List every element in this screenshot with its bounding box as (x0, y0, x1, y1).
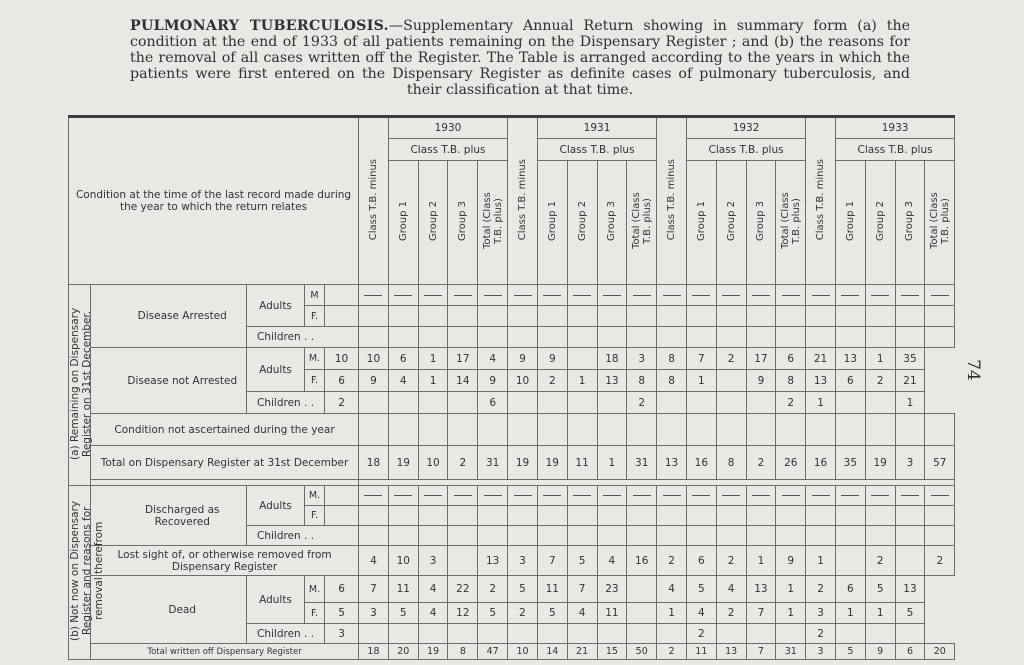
g1-1930: Group 1 (388, 161, 418, 285)
plus-1931: Class T.B. plus (537, 139, 656, 161)
col-1933-minus: Class T.B. minus (806, 117, 836, 285)
not-ascertained-label: Condition not ascertained during the year (91, 414, 359, 446)
tot-1930: Total (Class T.B. plus) (478, 161, 508, 285)
g1-1933: Group 1 (835, 161, 865, 285)
g3-1930: Group 3 (448, 161, 478, 285)
g1-1931: Group 1 (537, 161, 567, 285)
row-lost-sight: Lost sight of, or otherwise removed from Dispensary Register 4 10 3 13 3 7 5 4 16 2 6 2 1 9 1 2 2 (69, 546, 955, 576)
g3-1931: Group 3 (597, 161, 627, 285)
section-a-label: (a) Remaining on Dispensary Register on 31st December. (69, 285, 91, 486)
tot-1931: Total (Class T.B. plus) (627, 161, 657, 285)
row-dead-children: Children . . 3 2 2 (69, 624, 955, 644)
g2-1932: Group 2 (716, 161, 746, 285)
total-written-off-label: Total written off Dispensary Register (91, 644, 359, 660)
year-1930: 1930 (388, 117, 507, 139)
total-register-label: Total on Dispensary Register at 31st December (91, 446, 359, 480)
arrested-children-label: Children . . (247, 327, 359, 348)
col-1932-minus: Class T.B. minus (657, 117, 687, 285)
row-dna-children: Children . . 2 6 2 2 1 1 (69, 392, 955, 414)
col-1930-minus: Class T.B. minus (359, 117, 389, 285)
page-number: 74 (962, 359, 983, 381)
tot-1933: Total (Class T.B. plus) (925, 161, 955, 285)
section-b-label: (b) Not now on Dispensary Register and reasons for removal therefrom (69, 486, 91, 660)
g3-1932: Group 3 (746, 161, 776, 285)
row-total-written-off: Total written off Dispensary Register 18 20 19 8 47 10 14 21 15 50 2 11 13 7 31 3 5 9 6 20 (69, 644, 955, 660)
tuberculosis-table: Condition at the time of the last record made during the year to which the return relates Class T.B. minus 1930 Class T.B. minus 1931 Class T.B. minus 1932 Class T.B. minus 1933 Class T.B. plus Class T.B. plus Class T.B. plus Class T.B. plus Group 1 Group 2 Group 3 Total (Class T.B. plus) Group 1 Group 2 Group 3 Total (Class T.B. plus) Group 1 Group 2 Group 3 Total (Class T.B. plus) Group 1 Group 2 Group 3 Total (Class T.B. plus) (a) Remaining on Dispensary Register on 31st December. Disease Arrested Adults M F. Children . . Disease not Arrested Adults M. 10 10 6 1 17 4 9 9 18 3 8 7 2 17 6 21 13 1 35 F. 6 9 4 1 14 9 10 2 1 13 8 8 1 9 8 13 6 2 21 Children . . 2 6 2 2 1 1 Condition not ascertained during the year Total on Dispensary Register at 31st December 18 19 10 2 31 19 19 11 1 31 13 16 8 2 26 16 35 19 3 57 (b) Not now on Dispensary Register and reasons for removal therefrom Discharged as Recovered Adults M. F. Children . . Lost sight of, or otherwise removed from Dispensary Register 4 10 3 13 3 7 5 4 16 2 6 2 1 9 1 2 2 Dead Adults M. 6 7 11 4 22 2 5 11 7 23 4 5 4 13 1 2 6 5 13 F. 5 3 5 4 12 5 2 5 4 11 1 4 2 7 1 3 1 1 5 Children . . 3 2 2 Total written off Dispensary Register 18 20 19 8 47 10 14 21 15 50 2 11 13 7 31 3 5 9 6 20 (68, 115, 955, 660)
plus-1933: Class T.B. plus (835, 139, 954, 161)
g2-1931: Group 2 (567, 161, 597, 285)
disease-not-arrested-label: Disease not Arrested (119, 348, 247, 414)
row-dead-f: F. 5 3 5 4 12 5 2 5 4 11 1 4 2 7 1 3 1 1 5 (69, 603, 955, 624)
discharged-label: Discharged as Recovered (119, 486, 247, 546)
lost-sight-label: Lost sight of, or otherwise removed from Dispensary Register (91, 546, 359, 576)
g2-1930: Group 2 (418, 161, 448, 285)
year-1931: 1931 (537, 117, 656, 139)
row-dna-adults-m: Disease not Arrested Adults M. 10 10 6 1 17 4 9 9 18 3 8 7 2 17 6 21 13 1 35 (69, 348, 955, 370)
condition-header: Condition at the time of the last record made during the year to which the return relates (69, 117, 359, 285)
g1-1932: Group 1 (686, 161, 716, 285)
dead-children-label: Children . . (247, 624, 325, 644)
discharged-adults-label: Adults (247, 486, 305, 526)
dead-label: Dead (119, 576, 247, 644)
dead-adults-label: Adults (247, 576, 305, 624)
plus-1932: Class T.B. plus (686, 139, 805, 161)
tot-1932: Total (Class T.B. plus) (776, 161, 806, 285)
disease-arrested-label: Disease Arrested (119, 285, 247, 348)
year-1932: 1932 (686, 117, 805, 139)
dna-children-label: Children . . (247, 392, 325, 414)
title-bold: PULMONARY TUBERCULOSIS. (130, 18, 389, 34)
arrested-adults-label: Adults (247, 285, 305, 327)
year-1933: 1933 (835, 117, 954, 139)
g3-1933: Group 3 (895, 161, 925, 285)
row-dna-adults-f: F. 6 9 4 1 14 9 10 2 1 13 8 8 1 9 8 13 6 2 21 (69, 370, 955, 392)
discharged-children-label: Children . . (247, 526, 359, 546)
col-1931-minus: Class T.B. minus (508, 117, 538, 285)
g2-1933: Group 2 (865, 161, 895, 285)
row-total-register: Total on Dispensary Register at 31st December 18 19 10 2 31 19 19 11 1 31 13 16 8 2 26 16 35 19 3 57 (69, 446, 955, 480)
document-title (130, 18, 910, 98)
dna-adults-label: Adults (247, 348, 305, 392)
plus-1930: Class T.B. plus (388, 139, 507, 161)
title-text: —Supplementary Annual Return showing in summary form (a) the condition at the end of 1933 of all patients remaining on the Dispensary Register ; and (b) the reasons for the removal of all cases written off the Register. The Table is arranged according to the years in which the patients were first entered on the Dispensary Register as definite cases of pulmonary tuberculosis, and their classification at that time. (130, 18, 910, 98)
row-dead-m: Dead Adults M. 6 7 11 4 22 2 5 11 7 23 4 5 4 13 1 2 6 5 13 (69, 576, 955, 603)
